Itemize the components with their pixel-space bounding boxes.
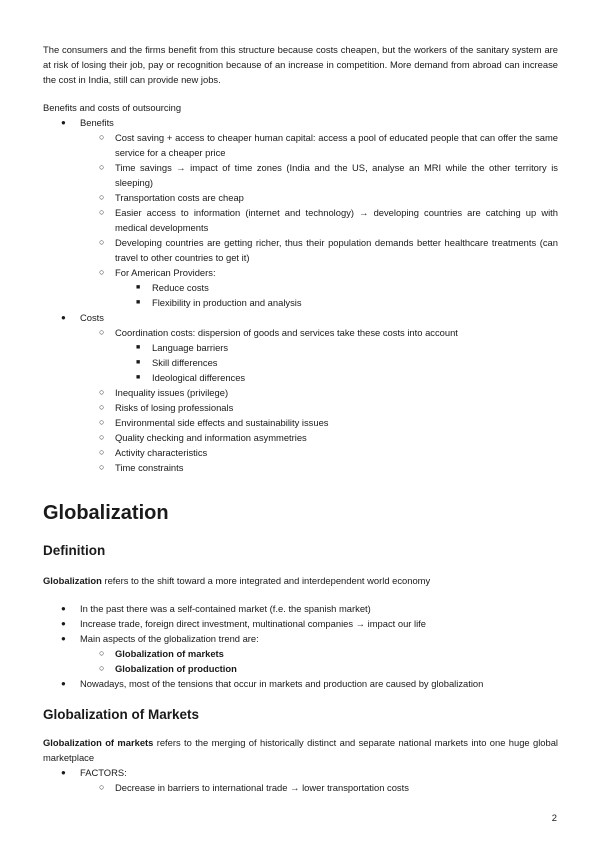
list-item: ○ Risks of losing professionals	[99, 402, 234, 413]
list-item: ○ Transportation costs are cheap	[99, 192, 244, 203]
definition-heading: Definition	[43, 543, 106, 558]
definition-section	[43, 542, 558, 691]
circle-bullet-icon: ○	[99, 207, 105, 217]
circle-bullet-icon: ○	[99, 417, 105, 427]
list-item: ○ Developing countries are getting richer, thus their population demands better healthcare treatments (can travel to other countries to get it)	[99, 237, 558, 263]
bullet-icon: ●	[61, 634, 66, 643]
square-bullet-icon: ■	[136, 374, 141, 381]
list-item: ■ Language barriers	[136, 342, 229, 353]
bullet-icon: ●	[61, 679, 66, 688]
list-item: ■ Flexibility in production and analysis	[136, 297, 302, 308]
globalization-title: Globalization	[43, 502, 169, 524]
circle-bullet-icon: ○	[99, 663, 105, 673]
circle-bullet-icon: ○	[99, 648, 105, 658]
square-bullet-icon: ■	[136, 359, 141, 366]
markets-paragraph: Globalization of markets refers to the merging of historically distinct and separate national markets into one huge global marketplace	[43, 737, 559, 763]
circle-bullet-icon: ○	[99, 132, 105, 142]
benefits-item: ● Benefits	[61, 117, 114, 128]
outsourcing-title: Benefits and costs of outsourcing	[43, 102, 182, 113]
list-item: ■ Reduce costs	[136, 282, 209, 293]
circle-bullet-icon: ○	[99, 447, 105, 457]
markets-heading: Globalization of Markets	[43, 707, 200, 722]
list-item: ○ Environmental side effects and sustainability issues	[99, 417, 329, 428]
circle-bullet-icon: ○	[99, 462, 105, 472]
markets-section	[43, 706, 558, 795]
circle-bullet-icon: ○	[99, 327, 105, 337]
definition-term: Globalization	[43, 575, 102, 586]
bullet-icon: ●	[61, 768, 66, 777]
bullet-icon: ●	[61, 313, 66, 322]
list-item: ○ Easier access to information (internet and technology) → developing countries are catching up with medical developments	[99, 207, 558, 233]
circle-bullet-icon: ○	[99, 432, 105, 442]
bullet-icon: ●	[61, 118, 66, 127]
circle-bullet-icon: ○	[99, 387, 105, 397]
circle-bullet-icon: ○	[99, 267, 105, 277]
list-item: ○ For American Providers:	[99, 267, 216, 278]
list-item: ■ Ideological differences	[136, 372, 246, 383]
circle-bullet-icon: ○	[99, 237, 105, 247]
square-bullet-icon: ■	[136, 299, 141, 306]
bullet-icon: ●	[61, 619, 66, 628]
list-item: ● Main aspects of the globalization trend are:	[61, 633, 259, 644]
list-item: ○ Time savings → impact of time zones (India and the US, analyse an MRI while the other territory is sleeping)	[99, 162, 558, 188]
circle-bullet-icon: ○	[99, 402, 105, 412]
bullet-icon: ●	[61, 604, 66, 613]
intro-paragraph: The consumers and the firms benefit from this structure because costs cheapen, but the workers of the sanitary system are at risk of losing their job, pay or recognition because of an increase in competition. More demand from abroad can increase the cost in India, still can provide new jobs.	[43, 44, 558, 85]
list-item: ○ Quality checking and information asymmetries	[99, 432, 307, 443]
list-item: ○ Globalization of production	[99, 663, 237, 674]
page-number: 2	[551, 812, 557, 823]
list-item: ○ Cost saving + access to cheaper human capital: access a pool of educated people that can offer the same service for a cheaper price	[99, 132, 558, 158]
factors-item: ● FACTORS:	[61, 767, 127, 778]
costs-item: ● Costs	[61, 312, 104, 323]
list-item: ○ Coordination costs: dispersion of goods and services take these costs into account	[99, 327, 458, 338]
list-item: ● Increase trade, foreign direct investment, multinational companies → impact our life	[61, 618, 426, 629]
circle-bullet-icon: ○	[99, 192, 105, 202]
list-item: ● In the past there was a self-contained market (f.e. the spanish market)	[61, 603, 371, 614]
circle-bullet-icon: ○	[99, 782, 105, 792]
list-item: ○ Inequality issues (privilege)	[99, 387, 229, 398]
list-item: ○ Time constraints	[99, 462, 184, 473]
circle-bullet-icon: ○	[99, 162, 105, 172]
outsourcing-section	[43, 42, 558, 475]
outsourcing-list	[43, 115, 558, 475]
list-item: ■ Skill differences	[136, 357, 218, 368]
list-item: ○ Activity characteristics	[99, 447, 208, 458]
square-bullet-icon: ■	[136, 344, 141, 351]
markets-list	[43, 765, 558, 795]
globalization-list	[43, 601, 558, 691]
list-item: ○ Decrease in barriers to international trade → lower transportation costs	[99, 782, 409, 793]
definition-paragraph: Globalization refers to the shift toward a more integrated and interdependent world economy	[43, 575, 431, 586]
list-item: ● Nowadays, most of the tensions that occur in markets and production are caused by globalization	[61, 678, 484, 689]
list-item: ○ Globalization of markets	[99, 648, 224, 659]
square-bullet-icon: ■	[136, 284, 141, 291]
markets-term: Globalization of markets	[43, 737, 154, 748]
